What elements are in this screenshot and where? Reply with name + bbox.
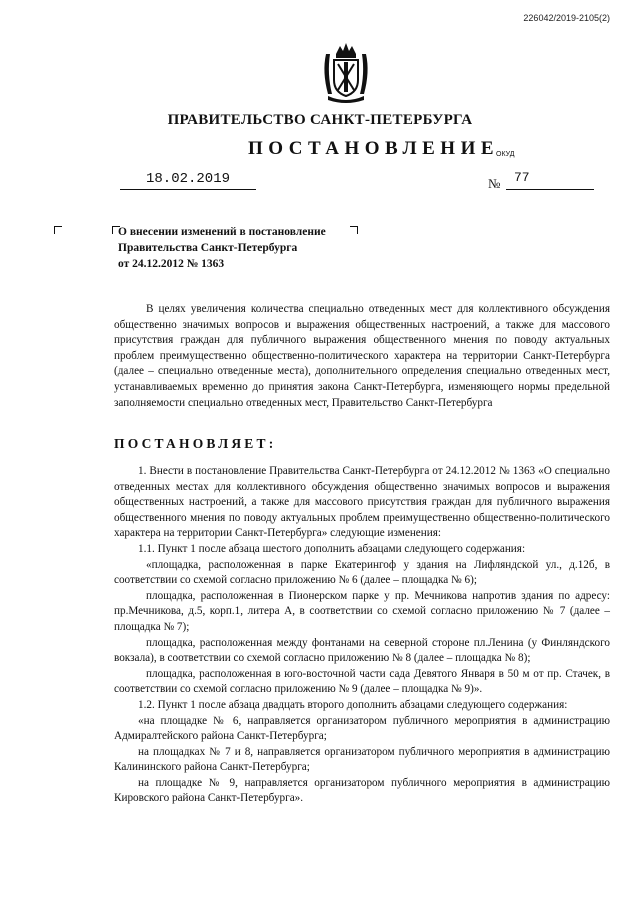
- paragraph: площадка, расположенная в юго-восточной части сада Девятого Января в 50 м от пр. Стачек, в соответствии со схемой согласно приложению № 9 (далее – площадка № 9)».: [114, 667, 610, 696]
- paragraph: площадка, расположенная в Пионерском парке у пр. Мечникова напротив здания по адресу: пр.Мечникова, д.5, корп.1, литера А, в соответствии со схемой согласно приложению № 7 (далее – площадка № 7);: [114, 589, 610, 633]
- paragraph: «площадка, расположенная в парке Екатерингоф у здания на Лифляндской ул., д.12б, в соответствии со схемой согласно приложению № 6 (далее – площадка № 6);: [114, 558, 610, 587]
- paragraph: 1.1. Пункт 1 после абзаца шестого дополнить абзацами следующего содержания:: [138, 542, 526, 555]
- paragraph: на площадке № 9, направляется организатором публичного мероприятия в администрацию Кировского района Санкт-Петербурга».: [114, 776, 610, 805]
- paragraph: 1.2. Пункт 1 после абзаца двадцать второго дополнить абзацами следующего содержания:: [138, 698, 568, 711]
- okud-label: ОКУД: [496, 151, 515, 158]
- paragraph: площадка, расположенная между фонтанами на северной стороне пл.Ленина (у Финляндского вокзала), в соответствии со схемой согласно приложению № 8 (далее – площадка № 8);: [114, 636, 610, 665]
- date-underline: [120, 189, 256, 190]
- number-label: №: [488, 176, 501, 191]
- paragraph: «на площадке № 6, направляется организатором публичного мероприятия в администрацию Адмиралтейского района Санкт-Петербурга;: [114, 714, 610, 743]
- spb-coat-of-arms-icon: [318, 40, 374, 104]
- document-subject: [118, 224, 358, 272]
- organization-title: ПРАВИТЕЛЬСТВО САНКТ-ПЕТЕРБУРГА: [167, 112, 473, 128]
- paragraph: на площадках № 7 и 8, направляется организатором публичного мероприятия в администрацию Калининского района Санкт-Петербурга;: [114, 745, 610, 774]
- subject-line: Правительства Санкт-Петербурга: [118, 242, 298, 254]
- document-type-title: ПОСТАНОВЛЕНИЕ: [248, 138, 500, 159]
- corner-mark: [54, 226, 62, 234]
- resolve-heading: ПОСТАНОВЛЯЕТ:: [114, 436, 277, 451]
- paragraph: 1. Внести в постановление Правительства Санкт-Петербурга от 24.12.2012 № 1363 «О специально отведенных местах для коллективного обсуждения общественно значимых вопросов и выражения общественных настроений, а также для массового присутствия граждан для публичного выражения общественного мнения по поводу актуальных проблем преимущественно общественно-политического характера на территории Санкт-Петербурга» следующие изменения:: [114, 465, 610, 540]
- preamble: [114, 302, 610, 411]
- document-id: 226042/2019-2105(2): [523, 13, 610, 23]
- number-underline: [506, 189, 594, 190]
- document-number: 77: [514, 170, 530, 185]
- resolution-items: [114, 464, 610, 807]
- subject-line: О внесении изменений в постановление: [118, 226, 326, 238]
- document-date: 18.02.2019: [146, 171, 231, 187]
- preamble-text: В целях увеличения количества специально отведенных мест для коллективного обсуждения общественно значимых вопросов и выражения общественных настроений, а также для массового присутствия граждан для публичного выражения общественного мнения по поводу актуальных проблем преимущественно общественно-политического характера на территории Санкт-Петербурга (далее – специально отведенные места), дополнительного определения специально отведенных мест, устанавливаемых временно до принятия закона Санкт-Петербурга, изменяющего нормы предельной заполняемости специально отведенных мест, Правительство Санкт-Петербурга: [114, 303, 610, 409]
- subject-line: от 24.12.2012 № 1363: [118, 258, 225, 270]
